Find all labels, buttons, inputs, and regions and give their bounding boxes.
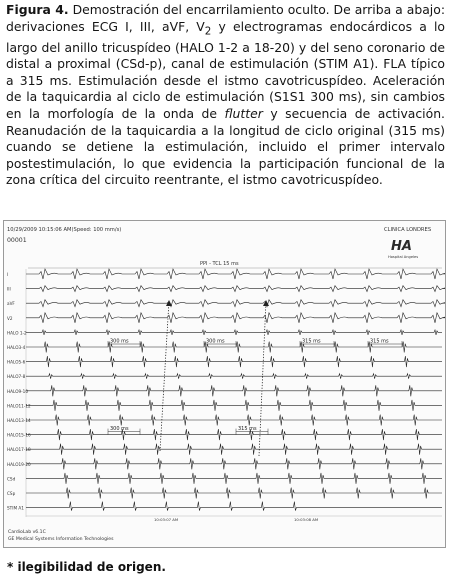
interval-label: 315 ms xyxy=(238,426,257,433)
tracing-halo13-14 xyxy=(26,415,442,426)
channel-label: HALO13-14 xyxy=(7,418,31,423)
channel-label: HALO 1-2 xyxy=(7,330,27,336)
channel-label: HALO17-18 xyxy=(7,447,31,453)
channel-label: HALO11-12 xyxy=(7,403,31,409)
tracing-halo9-10 xyxy=(26,385,442,396)
caption-italic: flutter xyxy=(224,106,263,122)
tracing-csd xyxy=(26,473,442,484)
figure-label: Figura 4. xyxy=(6,2,69,17)
tracing-csp xyxy=(26,488,442,499)
tracing-halo19-20 xyxy=(26,458,442,469)
interval-label: 300 ms xyxy=(110,338,129,345)
tracing-halo17-18 xyxy=(26,444,442,455)
tracing-halo-1-2 xyxy=(26,330,442,335)
electrogram-figure xyxy=(3,220,446,548)
tracing-stim-a1 xyxy=(26,502,442,511)
channel-label: CSd xyxy=(7,476,16,482)
time-mark: 10:03:07 AM xyxy=(154,517,179,522)
channel-label: HALO5-6 xyxy=(7,359,26,365)
time-mark: 10:03:08 AM xyxy=(294,517,319,522)
channel-label: CSp xyxy=(7,491,16,496)
institution-name: CLINICA LONDRES xyxy=(384,227,432,233)
electrogram-tracing xyxy=(4,221,445,547)
interval-label: 300 ms xyxy=(110,426,129,433)
channel-label: HALO3-4 xyxy=(7,345,26,350)
figure-caption xyxy=(6,2,445,189)
activation-arrow xyxy=(259,301,266,456)
channel-label: STIM A1 xyxy=(7,505,24,511)
ppi-label: PPI - TCL 15 ms xyxy=(200,261,239,267)
software-vendor: GE Medical Systems Information Technologies xyxy=(8,537,114,542)
tracing-v2 xyxy=(26,313,445,323)
tracing-halo11-12 xyxy=(26,400,442,411)
hospital-logo: HA xyxy=(391,239,412,254)
tracing-avf xyxy=(26,300,445,307)
channel-label: HALO19-20 xyxy=(7,461,31,467)
channel-label: V2 xyxy=(7,315,13,321)
caption-part: y electrogramas endocárdicos a lo largo del anillo tricuspídeo (HALO 1-2 a 18-20) y del seno coronario de distal a proximal (CSd-p), canal de estimulación (STIM A1). FLA típico a 315 ms. Estimulación desde el istmo cavotricuspídeo. Aceleración de la taquicardia al ciclo de estimulación (S1S1 300 ms), sin cambios en la morfología de la onda de xyxy=(6,18,445,122)
software-version: CardioLab v6.1C xyxy=(8,530,46,535)
tracing-halo7-8 xyxy=(26,374,442,379)
tracing-iii xyxy=(26,286,445,292)
caption-part: y secuencia de activación. Reanudación de la taquicardia a la longitud de ciclo original (315 ms) cuando se detiene la estimulación, incluido el primer intervalo postestimulación, lo que evidencia la participación funcional de la zona crítica del circuito reentrante, el istmo cavotricuspídeo. xyxy=(6,106,445,188)
channel-label: HALO15-16 xyxy=(7,432,31,438)
channel-label: III xyxy=(7,286,11,292)
interval-label: 315 ms xyxy=(370,338,389,345)
tracing-halo5-6 xyxy=(26,356,442,367)
record-id: 00001 xyxy=(7,237,27,244)
header-line: 10/29/2009 10:15:06 AM(Speed: 100 mm/s) xyxy=(7,227,122,233)
interval-label: 300 ms xyxy=(206,338,225,345)
caption-subscript: 2 xyxy=(204,25,212,38)
footnote: * ilegibilidad de origen. xyxy=(7,560,166,574)
channel-label: aVF xyxy=(7,301,15,307)
caption-part: Demostración del encarrilamiento oculto. De arriba a abajo: derivaciones ECG I, III, aVF, V xyxy=(6,2,445,34)
tracing-halo15-16 xyxy=(26,429,442,440)
channel-label: HALO7-8 xyxy=(7,374,26,380)
channel-label: HALO9-10 xyxy=(7,388,28,394)
tracing-i xyxy=(26,269,445,279)
interval-label: 315 ms xyxy=(302,338,321,345)
channel-label: I xyxy=(7,272,9,277)
hospital-logo-subtext: Hospital Angeles xyxy=(388,255,419,259)
